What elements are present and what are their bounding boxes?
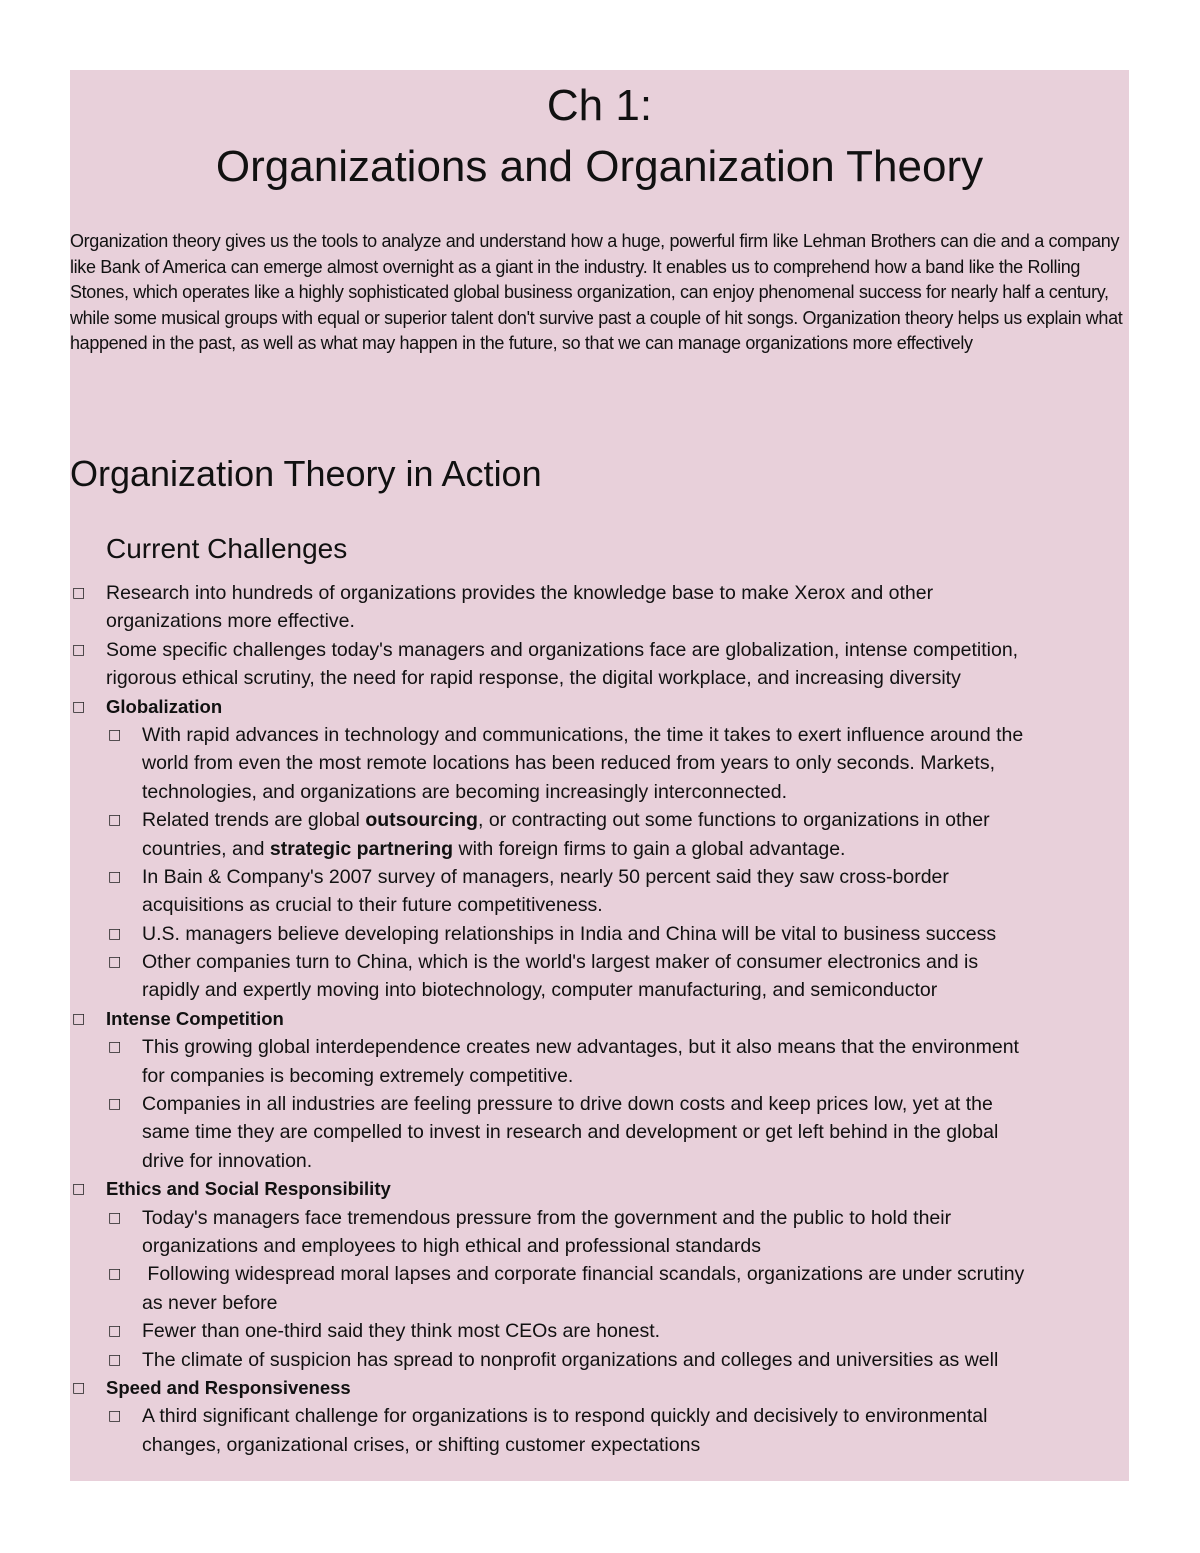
list-item-continuation (0, 607, 1200, 635)
challenges-list (0, 579, 1200, 1459)
bullet-icon: □ (72, 1181, 86, 1198)
list-item-continuation (0, 1431, 1200, 1459)
text-run: Related trends are global (142, 809, 366, 832)
bullet-icon: □ (72, 1379, 86, 1396)
list-item-text: Today's managers face tremendous pressure from the government and the public to hold their (142, 1206, 952, 1229)
bullet-icon: □ (108, 1323, 122, 1340)
list-item-text: technologies, and organizations are becoming increasingly interconnected. (142, 780, 787, 803)
list-item-text: changes, organizational crises, or shifting customer expectations (142, 1433, 701, 1456)
list-heading-text: Intense Competition (106, 1007, 284, 1029)
list-item-text: Following widespread moral lapses and corporate financial scandals, organizations are under scrutiny (142, 1263, 1025, 1286)
list-item (0, 579, 1200, 607)
bullet-icon: □ (108, 1408, 122, 1425)
subsection-heading: Current Challenges (106, 533, 348, 564)
list-item-continuation (0, 664, 1200, 692)
list-heading-text: Globalization (106, 695, 223, 717)
section-heading: Organization Theory in Action (70, 453, 542, 494)
list-item-text: This growing global interdependence creates new advantages, but it also means that the environment (142, 1036, 1019, 1059)
list-item-text: organizations more effective. (106, 610, 355, 633)
bullet-icon: □ (72, 1010, 86, 1027)
bullet-icon: □ (108, 1351, 122, 1368)
text-run: , or contracting out some functions to organizations in other (477, 809, 990, 832)
bullet-icon: □ (108, 812, 122, 829)
bullet-icon: □ (108, 1266, 122, 1283)
sub-list-item (0, 1204, 1200, 1232)
sub-list-item (0, 1090, 1200, 1118)
list-item-continuation (0, 1232, 1200, 1260)
intro-paragraph: Organization theory gives us the tools to analyze and understand how a huge, powerful firm like Lehman Brothers can die and a company like Bank of America can emerge almost overnight as a giant in the industry. It enables us to comprehend how a band like the Rolling Stones, which operates like a highly sophisticated global business organization, can enjoy phenomenal success for nearly half a century, while some musical groups with equal or superior talent don't survive past a couple of hit songs. Organization theory helps us explain what happened in the past, as well as what may happen in the future, so that we can manage organizations more effectively (70, 231, 1123, 353)
list-item-text: acquisitions as crucial to their future competitiveness. (142, 894, 603, 917)
bullet-icon: □ (108, 868, 122, 885)
sub-list-item (0, 920, 1200, 948)
list-heading-globalization (0, 693, 1200, 721)
list-item-continuation (0, 1118, 1200, 1146)
chapter-title: Organizations and Organization Theory (215, 142, 984, 191)
list-item-text: world from even the most remote locations has been reduced from years to only seconds. Markets, (142, 752, 995, 775)
bullet-icon: □ (108, 1039, 122, 1056)
list-item-text: Other companies turn to China, which is the world's largest maker of consumer electronics and is (142, 951, 979, 974)
list-heading-ethics (0, 1175, 1200, 1203)
list-item-text: Fewer than one-third said they think most CEOs are honest. (142, 1320, 661, 1343)
list-item-text: U.S. managers believe developing relationships in India and China will be vital to business success (142, 922, 997, 945)
list-item-text: organizations and employees to high ethical and professional standards (142, 1234, 761, 1257)
sub-list-item (0, 948, 1200, 976)
bullet-icon: □ (72, 698, 86, 715)
list-item-text (142, 835, 845, 863)
list-item-continuation (0, 1289, 1200, 1317)
list-item-text: With rapid advances in technology and communications, the time it takes to exert influence around the (142, 723, 1024, 746)
list-item (0, 636, 1200, 664)
sub-list-item (0, 1346, 1200, 1374)
bullet-icon: □ (108, 954, 122, 971)
bold-term-outsourcing: outsourcing (365, 809, 478, 832)
list-item-text: The climate of suspicion has spread to nonprofit organizations and colleges and universities as well (142, 1348, 999, 1371)
list-heading-speed (0, 1374, 1200, 1402)
list-heading-intense-competition (0, 1005, 1200, 1033)
list-item-text: Companies in all industries are feeling pressure to drive down costs and keep prices low, yet at the (142, 1093, 993, 1116)
list-heading-text: Speed and Responsiveness (106, 1376, 351, 1398)
list-item-continuation (0, 749, 1200, 777)
sub-list-item (0, 1260, 1200, 1288)
list-item-text: A third significant challenge for organizations is to respond quickly and decisively to environmental (142, 1405, 988, 1428)
sub-list-item (0, 863, 1200, 891)
list-item-continuation (0, 1147, 1200, 1175)
list-item-text: In Bain & Company's 2007 survey of managers, nearly 50 percent said they saw cross-border (142, 865, 949, 888)
list-heading-text: Ethics and Social Responsibility (106, 1178, 391, 1200)
list-item-text: for companies is becoming extremely competitive. (142, 1064, 574, 1087)
list-item-continuation (0, 1062, 1200, 1090)
chapter-number: Ch 1: (546, 81, 653, 130)
list-item-text: rapidly and expertly moving into biotechnology, computer manufacturing, and semiconductor (142, 979, 938, 1002)
bullet-icon: □ (108, 1209, 122, 1226)
sub-list-item (0, 806, 1200, 834)
sub-list-item (0, 1033, 1200, 1061)
list-item-text: drive for innovation. (142, 1149, 313, 1172)
bold-term-strategic-partnering: strategic partnering (269, 837, 454, 860)
bullet-icon: □ (72, 585, 86, 601)
bullet-icon: □ (108, 726, 122, 743)
list-item-continuation (0, 778, 1200, 806)
list-item-continuation (0, 835, 1200, 863)
bullet-icon: □ (108, 925, 122, 942)
list-item-text: same time they are compelled to invest in research and development or get left behind in the global (142, 1121, 999, 1144)
text-run: with foreign firms to gain a global advantage. (453, 837, 846, 860)
list-item-text: rigorous ethical scrutiny, the need for rapid response, the digital workplace, and increasing diversity (106, 667, 961, 690)
sub-list-item (0, 1402, 1200, 1430)
list-item-text: Some specific challenges today's managers and organizations face are globalization, intense competition, (106, 638, 1019, 661)
list-item-text: Research into hundreds of organizations provides the knowledge base to make Xerox and other (106, 582, 934, 604)
list-item-continuation (0, 891, 1200, 919)
list-item-text: as never before (142, 1291, 278, 1314)
text-run: countries, and (142, 837, 270, 860)
list-item-continuation (0, 976, 1200, 1004)
sub-list-item (0, 721, 1200, 749)
bullet-icon: □ (108, 1096, 122, 1113)
list-item-text (142, 806, 990, 834)
bullet-icon: □ (72, 641, 86, 658)
sub-list-item (0, 1317, 1200, 1345)
